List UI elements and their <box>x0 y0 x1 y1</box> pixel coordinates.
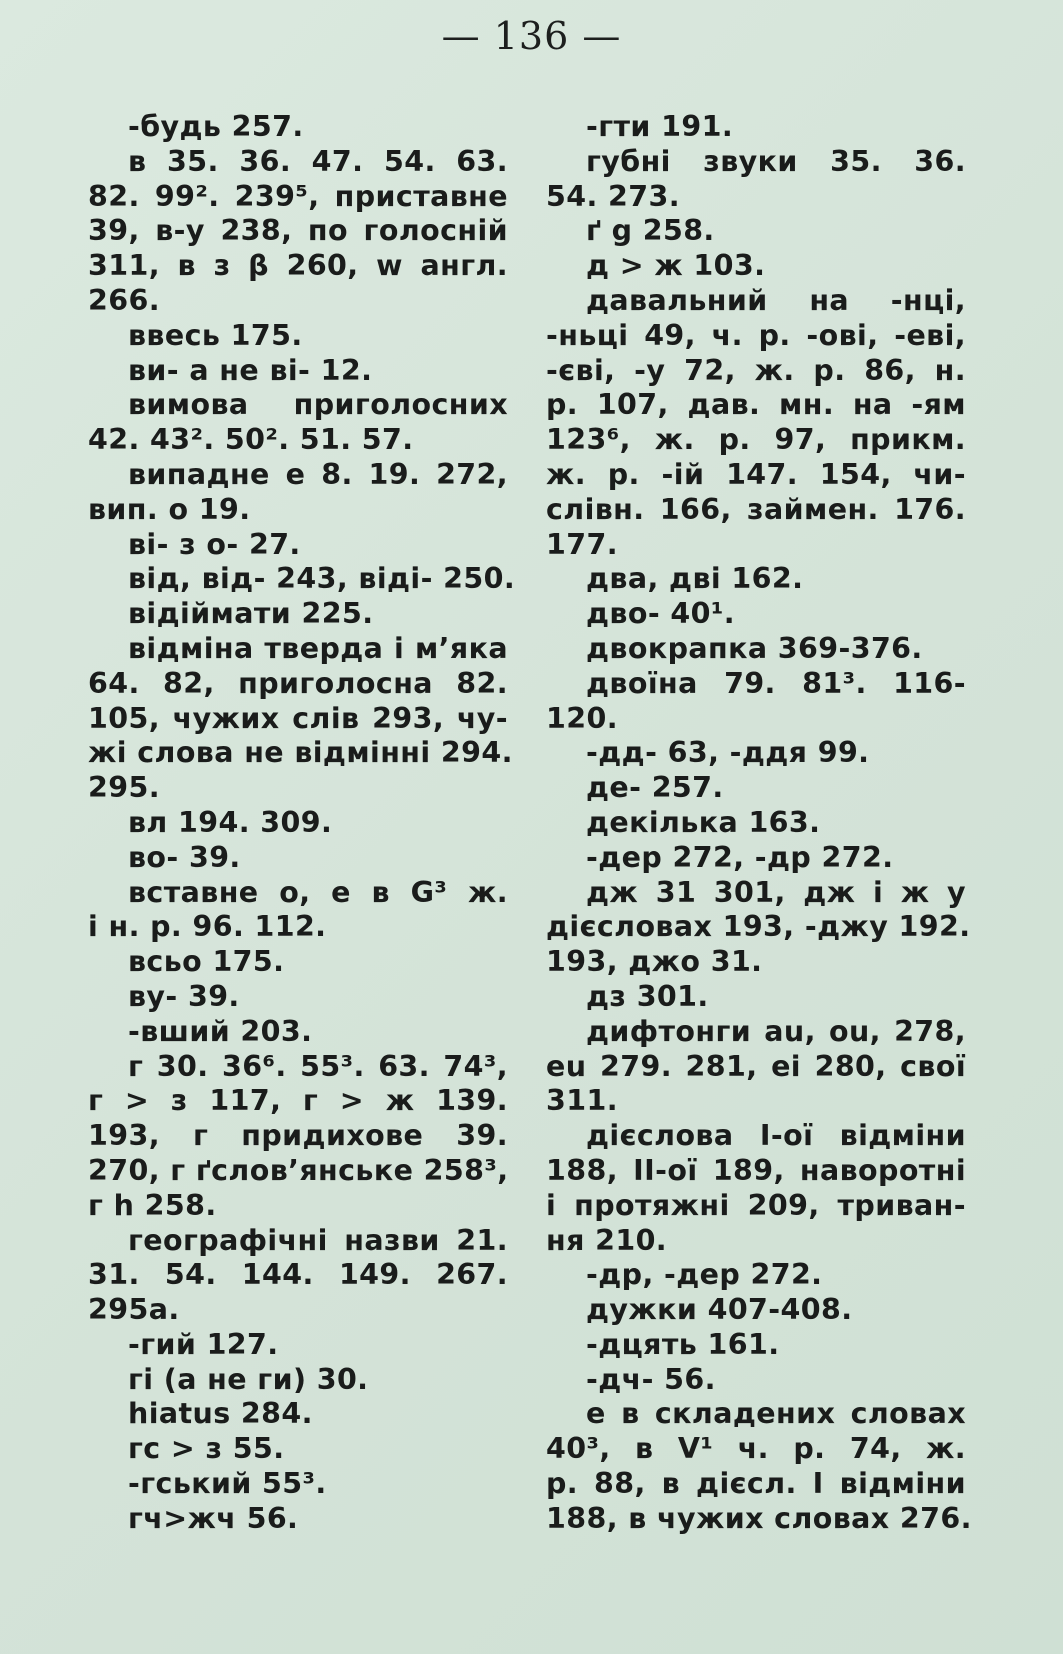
index-entry-line: -гий 127. <box>128 1327 279 1361</box>
index-entry-line: ня 210. <box>546 1223 668 1257</box>
index-entry-line: -вший 203. <box>128 1014 313 1048</box>
index-entry-line: ві- з о- 27. <box>128 527 301 561</box>
index-entry-line: 120. <box>546 701 618 735</box>
index-entry-line: географічні назви 21. <box>128 1223 508 1257</box>
index-entry-line: -дч- 56. <box>586 1362 716 1396</box>
index-entry-line: і н. р. 96. 112. <box>88 910 327 944</box>
index-entry-line: відміна тверда і м’яка <box>128 631 508 665</box>
index-entry-line: вип. о 19. <box>88 492 251 526</box>
index-entry-line: дж 31 301, дж і ж у <box>586 875 966 909</box>
index-entry-line: д > ж 103. <box>586 249 766 283</box>
index-entry-line: слівн. 166, займен. 176. <box>546 492 966 526</box>
index-entry-line: гс > з 55. <box>128 1432 285 1466</box>
index-entry-line: г 30. 36⁶. 55³. 63. 74³, <box>128 1049 508 1083</box>
index-entry-line: 295. <box>88 771 160 805</box>
index-entry-line: гі (а не ги) 30. <box>128 1362 369 1396</box>
index-entry-line: во- 39. <box>128 840 241 874</box>
index-entry-line: 177. <box>546 527 618 561</box>
index-entry-line: двокрапка 369-376. <box>586 631 923 665</box>
index-entry-line: жі слова не відмінні 294. <box>88 736 513 770</box>
index-entry-line: вл 194. 309. <box>128 805 333 839</box>
index-entry-line: 188, в чужих словах 276. <box>546 1501 972 1535</box>
index-entry-line: дз 301. <box>586 979 709 1013</box>
index-entry-line: -єві, -у 72, ж. р. 86, н. <box>546 353 966 387</box>
index-entry-line: дужки 407-408. <box>586 1293 853 1327</box>
index-entry-line: eu 279. 281, ei 280, свої <box>546 1049 966 1083</box>
index-entry-line: ж. р. -ій 147. 154, чи- <box>546 457 966 491</box>
index-entry-line: відіймати 225. <box>128 597 374 631</box>
index-entry-line: і протяжні 209, триван- <box>546 1188 966 1222</box>
index-entry-line: -гти 191. <box>586 110 734 143</box>
index-entry-line: декілька 163. <box>586 805 821 839</box>
index-entry-line: дієсловах 193, -джу 192. <box>546 910 971 944</box>
index-entry-line: -дд- 63, -ддя 99. <box>586 736 870 770</box>
index-entry-line: 193, джо 31. <box>546 945 763 979</box>
index-entry-line: дієслова І-ої відміни <box>586 1119 966 1153</box>
index-entry-line: -дцять 161. <box>586 1327 780 1361</box>
index-entry-line: дифтонги au, ou, 278, <box>586 1014 966 1048</box>
index-entry-line: ввесь 175. <box>128 318 303 352</box>
index-entry-line: 188, ІІ-ої 189, наворотні <box>546 1153 966 1187</box>
index-entry-line: дво- 40¹. <box>586 597 735 631</box>
index-entry-line: в 35. 36. 47. 54. 63. <box>128 144 508 178</box>
index-entry-line: 193, г придихове 39. <box>88 1119 508 1153</box>
index-entry-line: 295а. <box>88 1293 180 1327</box>
index-entry-line: вимова приголосних <box>128 388 508 422</box>
index-entry-line: -будь 257. <box>128 110 304 143</box>
index-entry-line: 105, чужих слів 293, чу- <box>88 701 508 735</box>
index-entry-line: 31. 54. 144. 149. 267. <box>88 1258 508 1292</box>
index-entry-line: -др, -дер 272. <box>586 1258 823 1292</box>
page-number: — 136 — <box>441 14 622 58</box>
index-entry-line: -ньці 49, ч. р. -ові, -еві, <box>546 318 966 352</box>
index-entry-line: ву- 39. <box>128 979 240 1013</box>
index-entry-line: губні звуки 35. 36. <box>586 144 966 178</box>
index-entry-line: г h 258. <box>88 1188 217 1222</box>
index-entry-line: де- 257. <box>586 771 724 805</box>
index-column-right <box>546 110 972 1537</box>
index-entry-line: 54. 273. <box>546 179 680 213</box>
index-entry-line: 266. <box>88 283 160 317</box>
index-entry-line: ґ g 258. <box>586 214 715 248</box>
index-entry-line: 311, в з β 260, w англ. <box>88 249 508 283</box>
index-entry-line: від, від- 243, віді- 250. <box>128 562 516 596</box>
index-entry-line: вставне о, е в G³ ж. <box>128 875 508 909</box>
index-entry-line: 311. <box>546 1084 618 1118</box>
index-entry-line: гч>жч 56. <box>128 1501 299 1535</box>
index-entry-line: е в складених словах <box>586 1397 966 1431</box>
index-entry-line: 123⁶, ж. р. 97, прикм. <box>546 423 966 457</box>
index-entry-line: 40³, в V¹ ч. р. 74, ж. <box>546 1432 966 1466</box>
index-entry-line: р. 107, дав. мн. на -ям <box>546 388 966 422</box>
index-entry-line: ви- а не ві- 12. <box>128 353 373 387</box>
index-entry-line: 270, г ґслов’янське 258³, <box>88 1153 509 1187</box>
index-entry-line: два, дві 162. <box>586 562 804 596</box>
index-entry-line: 64. 82, приголосна 82. <box>88 666 508 700</box>
index-entry-line: 39, в-у 238, по голосній <box>88 214 508 248</box>
index-entry-line: hiatus 284. <box>128 1397 313 1431</box>
index-entry-line: двоїна 79. 81³. 116- <box>586 666 966 700</box>
index-entry-line: г > з 117, г > ж 139. <box>88 1084 508 1118</box>
index-entry-line: 42. 43². 50². 51. 57. <box>88 423 414 457</box>
index-column-left <box>88 110 516 1537</box>
index-entry-line: -дер 272, -др 272. <box>586 840 894 874</box>
index-entry-line: -гський 55³. <box>128 1467 327 1501</box>
index-entry-line: всьо 175. <box>128 945 285 979</box>
index-entry-line: р. 88, в дієсл. І відміни <box>546 1467 966 1501</box>
index-entry-line: 82. 99². 239⁵, приставне <box>88 179 508 213</box>
index-entry-line: давальний на -нці, <box>586 283 966 317</box>
index-entry-line: випадне е 8. 19. 272, <box>128 457 508 491</box>
